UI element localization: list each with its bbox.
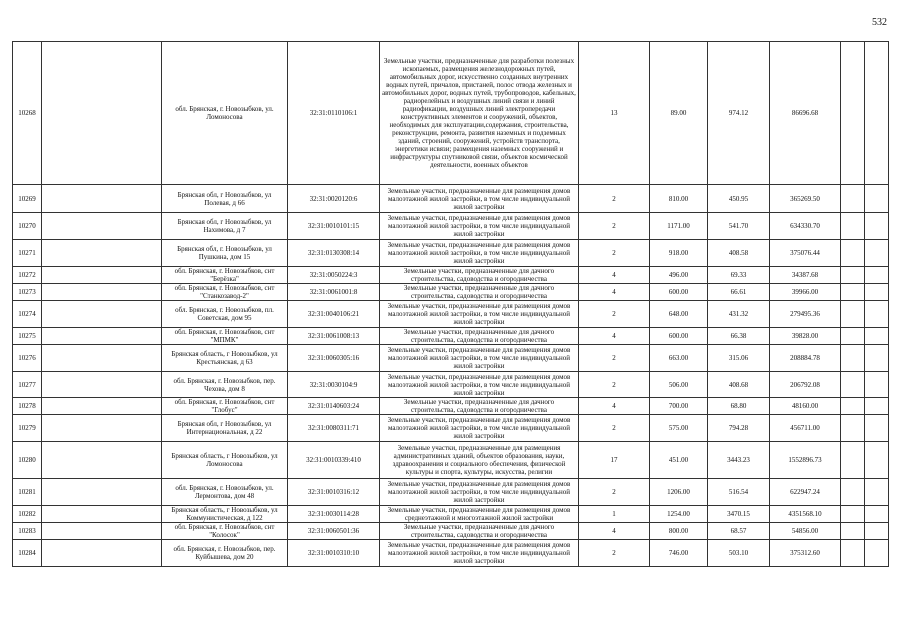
- group-code-cell: 1: [579, 506, 650, 523]
- table-row: [13, 267, 889, 284]
- land-use-cell: Земельные участки, предназначенные для размещения административных зданий, объектов образования, науки, здравоохранения и социального обеспечения, физической культуры и спорта, культуры, искусства, религии: [380, 442, 579, 479]
- cadastral-value-cell: 34387.68: [770, 267, 841, 284]
- group-code-cell: 4: [579, 328, 650, 345]
- row-id-cell: 10283: [13, 523, 42, 540]
- land-use-cell: Земельные участки, предназначенные для размещения домов малоэтажной жилой застройки, в том числе индивидуальной жилой застройки: [380, 301, 579, 328]
- empty-cell: [42, 328, 162, 345]
- empty-cell: [841, 240, 865, 267]
- area-cell: 496.00: [650, 267, 708, 284]
- empty-cell: [42, 240, 162, 267]
- group-code-cell: 2: [579, 415, 650, 442]
- area-cell: 451.00: [650, 442, 708, 479]
- address-cell: Брянская обл, г Новозыбков, ул Полевая, д 66: [162, 185, 288, 213]
- cadastral-number-cell: 32:31:0010310:10: [288, 540, 380, 567]
- row-id-cell: 10284: [13, 540, 42, 567]
- cadastral-value-cell: 365269.50: [770, 185, 841, 213]
- cadastral-number-cell: 32:31:0030104:9: [288, 372, 380, 398]
- address-cell: обл. Брянская, г. Новозыбков, снт "Станкозавод-2": [162, 284, 288, 301]
- land-use-cell: Земельные участки, предназначенные для дачного строительства, садоводства и огородничества: [380, 284, 579, 301]
- land-use-cell: Земельные участки, предназначенные для размещения домов малоэтажной жилой застройки, в том числе индивидуальной жилой застройки: [380, 540, 579, 567]
- empty-cell: [42, 213, 162, 240]
- table-row: [13, 540, 889, 567]
- cadastral-number-cell: 32:31:0061008:13: [288, 328, 380, 345]
- group-code-cell: 2: [579, 240, 650, 267]
- specific-value-cell: 408.58: [708, 240, 770, 267]
- table-row: [13, 240, 889, 267]
- empty-cell: [841, 42, 865, 185]
- specific-value-cell: 3443.23: [708, 442, 770, 479]
- cadastral-value-cell: 4351568.10: [770, 506, 841, 523]
- area-cell: 918.00: [650, 240, 708, 267]
- table-row: [13, 213, 889, 240]
- cadastral-value-cell: 86696.68: [770, 42, 841, 185]
- cadastral-number-cell: 32:31:0060501:36: [288, 523, 380, 540]
- empty-cell: [865, 442, 889, 479]
- group-code-cell: 2: [579, 540, 650, 567]
- address-cell: Брянская область, г Новозыбков, ул Коммунистическая, д 122: [162, 506, 288, 523]
- area-cell: 575.00: [650, 415, 708, 442]
- row-id-cell: 10268: [13, 42, 42, 185]
- empty-cell: [865, 284, 889, 301]
- land-registry-table: [12, 41, 889, 567]
- specific-value-cell: 68.57: [708, 523, 770, 540]
- table-row: [13, 328, 889, 345]
- group-code-cell: 2: [579, 479, 650, 506]
- land-use-cell: Земельные участки, предназначенные для дачного строительства, садоводства и огородничества: [380, 267, 579, 284]
- empty-cell: [841, 523, 865, 540]
- cadastral-number-cell: 32:31:0060305:16: [288, 345, 380, 372]
- empty-cell: [841, 185, 865, 213]
- table-row: [13, 479, 889, 506]
- cadastral-value-cell: 39966.00: [770, 284, 841, 301]
- cadastral-number-cell: 32:31:0061001:8: [288, 284, 380, 301]
- cadastral-value-cell: 206792.08: [770, 372, 841, 398]
- table-row: [13, 42, 889, 185]
- empty-cell: [865, 301, 889, 328]
- area-cell: 506.00: [650, 372, 708, 398]
- group-code-cell: 13: [579, 42, 650, 185]
- address-cell: Брянская обл, г Новозыбков, ул Нахимова, д 7: [162, 213, 288, 240]
- cadastral-number-cell: 32:31:0010316:12: [288, 479, 380, 506]
- area-cell: 1254.00: [650, 506, 708, 523]
- table-row: [13, 523, 889, 540]
- group-code-cell: 2: [579, 213, 650, 240]
- empty-cell: [42, 42, 162, 185]
- row-id-cell: 10276: [13, 345, 42, 372]
- land-use-cell: Земельные участки, предназначенные для разработки полезных ископаемых, размещения железнодорожных путей, автомобильных дорог, искусственно созданных внутренних водных путей, причалов, пристаней, полос отвода железных и автомобильных дорог, водных путей, трубопроводов, кабельных, радиорелейных и воздушных линий связи и линий радиофикации, воздушных линий электропередачи конструктивных элементов и сооружений, объектов, необходимых для эксплуатации,содержания, строительства, реконструкции, ремонта, развития наземных и подземных зданий, строений, сооружений, устройств транспорта, энергетики исвязи; размещения наземных сооружений и инфраструктуры спутниковой связи, объектов космической деятельности, военных объектов: [380, 42, 579, 185]
- cadastral-value-cell: 1552896.73: [770, 442, 841, 479]
- empty-cell: [841, 213, 865, 240]
- area-cell: 1171.00: [650, 213, 708, 240]
- area-cell: 89.00: [650, 42, 708, 185]
- group-code-cell: 4: [579, 398, 650, 415]
- cadastral-value-cell: 54856.00: [770, 523, 841, 540]
- row-id-cell: 10273: [13, 284, 42, 301]
- specific-value-cell: 516.54: [708, 479, 770, 506]
- table-row: [13, 415, 889, 442]
- specific-value-cell: 66.61: [708, 284, 770, 301]
- empty-cell: [841, 506, 865, 523]
- group-code-cell: 2: [579, 301, 650, 328]
- empty-cell: [841, 540, 865, 567]
- specific-value-cell: 541.70: [708, 213, 770, 240]
- land-use-cell: Земельные участки, предназначенные для дачного строительства, садоводства и огородничества: [380, 398, 579, 415]
- empty-cell: [865, 328, 889, 345]
- empty-cell: [841, 301, 865, 328]
- group-code-cell: 17: [579, 442, 650, 479]
- cadastral-number-cell: 32:31:0040106:21: [288, 301, 380, 328]
- area-cell: 810.00: [650, 185, 708, 213]
- address-cell: обл. Брянская, г. Новозыбков, снт "Берёзка": [162, 267, 288, 284]
- land-use-cell: Земельные участки, предназначенные для размещения домов малоэтажной жилой застройки, в том числе индивидуальной жилой застройки: [380, 185, 579, 213]
- land-use-cell: Земельные участки, предназначенные для дачного строительства, садоводства и огородничества: [380, 328, 579, 345]
- row-id-cell: 10275: [13, 328, 42, 345]
- table-row: [13, 506, 889, 523]
- address-cell: обл. Брянская, г. Новозыбков, ул. Лермонтова, дом 48: [162, 479, 288, 506]
- empty-cell: [865, 506, 889, 523]
- row-id-cell: 10282: [13, 506, 42, 523]
- row-id-cell: 10281: [13, 479, 42, 506]
- land-use-cell: Земельные участки, предназначенные для размещения домов малоэтажной жилой застройки, в том числе индивидуальной жилой застройки: [380, 345, 579, 372]
- empty-cell: [42, 506, 162, 523]
- table-row: [13, 398, 889, 415]
- address-cell: Брянская область, г Новозыбков, ул Ломоносова: [162, 442, 288, 479]
- area-cell: 663.00: [650, 345, 708, 372]
- address-cell: обл. Брянская, г. Новозыбков, снт "МПМК": [162, 328, 288, 345]
- cadastral-number-cell: 32:31:0140603:24: [288, 398, 380, 415]
- empty-cell: [42, 540, 162, 567]
- empty-cell: [42, 398, 162, 415]
- empty-cell: [841, 267, 865, 284]
- empty-cell: [865, 345, 889, 372]
- cadastral-value-cell: 279495.36: [770, 301, 841, 328]
- area-cell: 1206.00: [650, 479, 708, 506]
- empty-cell: [42, 523, 162, 540]
- row-id-cell: 10279: [13, 415, 42, 442]
- empty-cell: [42, 185, 162, 213]
- empty-cell: [42, 415, 162, 442]
- specific-value-cell: 315.06: [708, 345, 770, 372]
- row-id-cell: 10278: [13, 398, 42, 415]
- specific-value-cell: 69.33: [708, 267, 770, 284]
- empty-cell: [42, 442, 162, 479]
- page-number: 532: [872, 17, 887, 28]
- empty-cell: [841, 328, 865, 345]
- area-cell: 746.00: [650, 540, 708, 567]
- empty-cell: [865, 240, 889, 267]
- empty-cell: [841, 345, 865, 372]
- empty-cell: [841, 372, 865, 398]
- cadastral-number-cell: 32:31:0080311:71: [288, 415, 380, 442]
- empty-cell: [42, 301, 162, 328]
- land-use-cell: Земельные участки, предназначенные для размещения домов малоэтажной жилой застройки, в том числе индивидуальной жилой застройки: [380, 479, 579, 506]
- cadastral-value-cell: 375312.60: [770, 540, 841, 567]
- specific-value-cell: 974.12: [708, 42, 770, 185]
- area-cell: 800.00: [650, 523, 708, 540]
- cadastral-value-cell: 456711.00: [770, 415, 841, 442]
- row-id-cell: 10269: [13, 185, 42, 213]
- land-use-cell: Земельные участки, предназначенные для размещения домов малоэтажной жилой застройки, в том числе индивидуальной жилой застройки: [380, 415, 579, 442]
- row-id-cell: 10280: [13, 442, 42, 479]
- area-cell: 648.00: [650, 301, 708, 328]
- cadastral-value-cell: 208884.78: [770, 345, 841, 372]
- table-row: [13, 345, 889, 372]
- address-cell: Брянская обл, г Новозыбков, ул Интернациональная, д 22: [162, 415, 288, 442]
- cadastral-number-cell: 32:31:0130308:14: [288, 240, 380, 267]
- group-code-cell: 2: [579, 185, 650, 213]
- empty-cell: [841, 398, 865, 415]
- specific-value-cell: 431.32: [708, 301, 770, 328]
- group-code-cell: 4: [579, 267, 650, 284]
- area-cell: 600.00: [650, 328, 708, 345]
- land-use-cell: Земельные участки, предназначенные для размещения домов малоэтажной жилой застройки, в том числе индивидуальной жилой застройки: [380, 372, 579, 398]
- land-use-cell: Земельные участки, предназначенные для дачного строительства, садоводства и огородничества: [380, 523, 579, 540]
- cadastral-number-cell: 32:31:0020120:6: [288, 185, 380, 213]
- address-cell: обл. Брянская, г. Новозыбков, пер. Чехова, дом 8: [162, 372, 288, 398]
- area-cell: 600.00: [650, 284, 708, 301]
- row-id-cell: 10272: [13, 267, 42, 284]
- group-code-cell: 2: [579, 372, 650, 398]
- empty-cell: [865, 185, 889, 213]
- cadastral-value-cell: 622947.24: [770, 479, 841, 506]
- specific-value-cell: 450.95: [708, 185, 770, 213]
- specific-value-cell: 794.28: [708, 415, 770, 442]
- cadastral-value-cell: 39828.00: [770, 328, 841, 345]
- table-row: [13, 372, 889, 398]
- empty-cell: [865, 213, 889, 240]
- land-use-cell: Земельные участки, предназначенные для размещения домов среднеэтажной и многоэтажной жилой застройки: [380, 506, 579, 523]
- address-cell: Брянская область, г Новозыбков, ул Крестьянская, д 63: [162, 345, 288, 372]
- specific-value-cell: 3470.15: [708, 506, 770, 523]
- empty-cell: [42, 267, 162, 284]
- address-cell: Брянская обл, г. Новозыбков, ул Пушкина, дом 15: [162, 240, 288, 267]
- address-cell: обл. Брянская, г. Новозыбков, пл. Советская, дом 95: [162, 301, 288, 328]
- row-id-cell: 10274: [13, 301, 42, 328]
- cadastral-number-cell: 32:31:0010101:15: [288, 213, 380, 240]
- specific-value-cell: 66.38: [708, 328, 770, 345]
- specific-value-cell: 68.80: [708, 398, 770, 415]
- address-cell: обл. Брянская, г. Новозыбков, снт "Колосок": [162, 523, 288, 540]
- area-cell: 700.00: [650, 398, 708, 415]
- empty-cell: [42, 284, 162, 301]
- empty-cell: [42, 345, 162, 372]
- empty-cell: [42, 479, 162, 506]
- empty-cell: [865, 540, 889, 567]
- cadastral-number-cell: 32:31:0050224:3: [288, 267, 380, 284]
- empty-cell: [865, 42, 889, 185]
- cadastral-value-cell: 634330.70: [770, 213, 841, 240]
- specific-value-cell: 408.68: [708, 372, 770, 398]
- table-row: [13, 442, 889, 479]
- address-cell: обл. Брянская, г. Новозыбков, пер. Куйбышева, дом 20: [162, 540, 288, 567]
- group-code-cell: 2: [579, 345, 650, 372]
- empty-cell: [865, 415, 889, 442]
- empty-cell: [42, 372, 162, 398]
- cadastral-value-cell: 48160.00: [770, 398, 841, 415]
- table-row: [13, 185, 889, 213]
- empty-cell: [865, 398, 889, 415]
- row-id-cell: 10271: [13, 240, 42, 267]
- empty-cell: [865, 372, 889, 398]
- cadastral-number-cell: 32:31:0110106:1: [288, 42, 380, 185]
- empty-cell: [841, 415, 865, 442]
- group-code-cell: 4: [579, 523, 650, 540]
- address-cell: обл. Брянская, г. Новозыбков, снт "Глобус": [162, 398, 288, 415]
- cadastral-value-cell: 375076.44: [770, 240, 841, 267]
- empty-cell: [841, 479, 865, 506]
- cadastral-number-cell: 32:31:0030114:28: [288, 506, 380, 523]
- empty-cell: [841, 442, 865, 479]
- land-use-cell: Земельные участки, предназначенные для размещения домов малоэтажной жилой застройки, в том числе индивидуальной жилой застройки: [380, 213, 579, 240]
- specific-value-cell: 503.10: [708, 540, 770, 567]
- group-code-cell: 4: [579, 284, 650, 301]
- table-row: [13, 301, 889, 328]
- empty-cell: [865, 523, 889, 540]
- empty-cell: [841, 284, 865, 301]
- row-id-cell: 10277: [13, 372, 42, 398]
- empty-cell: [865, 267, 889, 284]
- empty-cell: [865, 479, 889, 506]
- address-cell: обл. Брянская, г. Новозыбков, ул. Ломоносова: [162, 42, 288, 185]
- cadastral-number-cell: 32:31:0010339:410: [288, 442, 380, 479]
- row-id-cell: 10270: [13, 213, 42, 240]
- table-row: [13, 284, 889, 301]
- land-use-cell: Земельные участки, предназначенные для размещения домов малоэтажной жилой застройки, в том числе индивидуальной жилой застройки: [380, 240, 579, 267]
